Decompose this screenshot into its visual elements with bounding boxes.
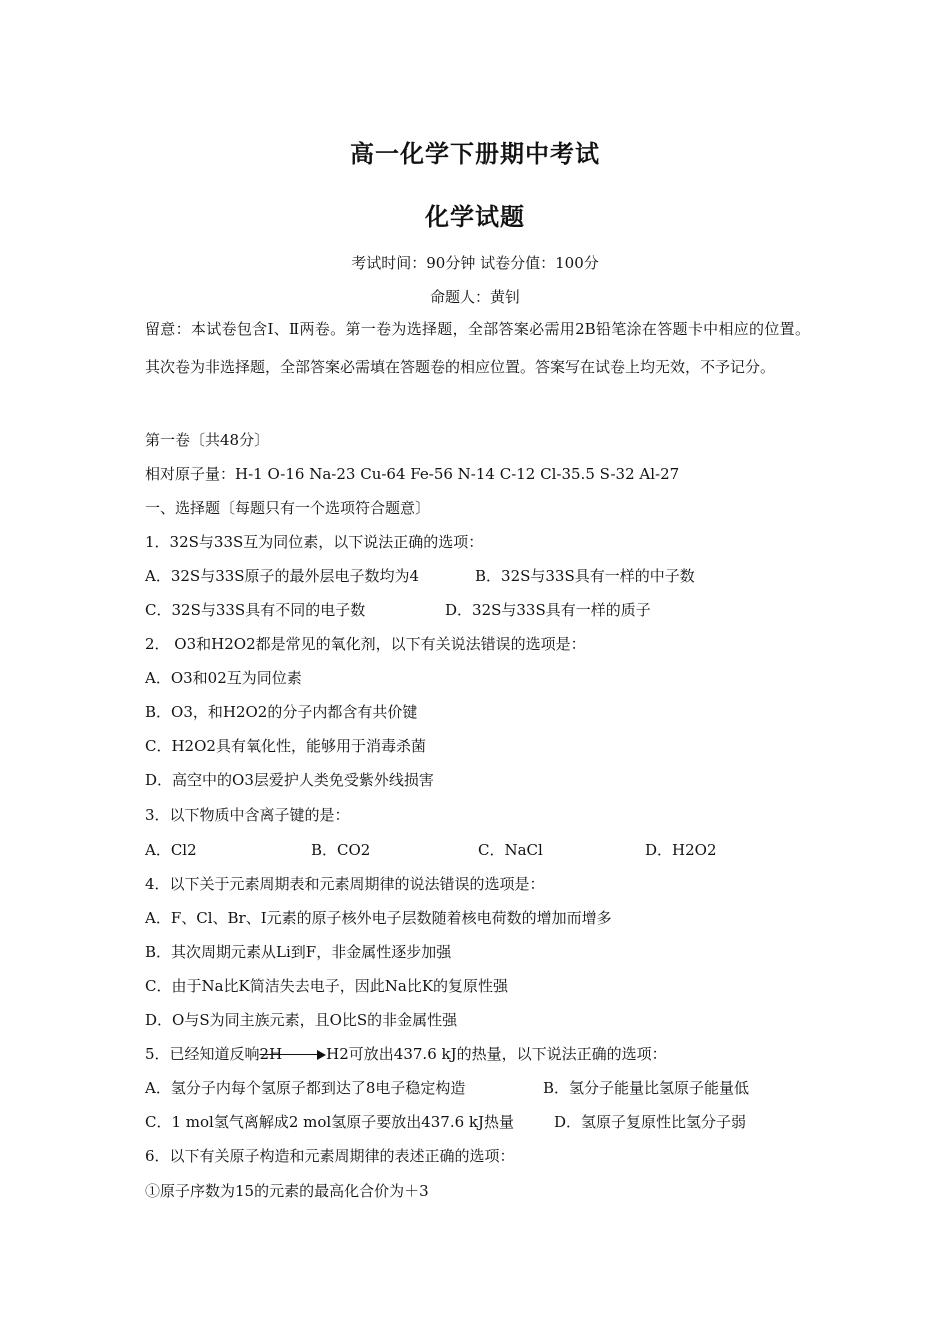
question-5-stem xyxy=(145,1043,667,1064)
question-6-stem: 6．以下有关原子构造和元素周期律的表述正确的选项： xyxy=(145,1147,515,1165)
question-3-options xyxy=(145,839,717,860)
option-b: B．其次周期元素从Li到F，非金属性逐步加强 xyxy=(145,943,452,961)
page-subtitle: 化学试题 xyxy=(425,203,525,231)
option-a: A．F、Cl、Br、I元素的原子核外电子层数随着核电荷数的增加而增多 xyxy=(145,909,612,927)
question-4-stem: 4．以下关于元素周期表和元素周期律的说法错误的选项是： xyxy=(145,875,545,893)
option-b: B．氢分子能量比氢原子能量低 xyxy=(543,1079,750,1097)
exam-info: 考试时间：90分钟 试卷分值：100分 xyxy=(351,254,599,272)
question-5-stem-suffix: H2可放出437.6 kJ的热量，以下说法正确的选项： xyxy=(326,1045,667,1063)
option-b: B．CO2 xyxy=(311,841,371,859)
question-1-options-row2 xyxy=(145,599,651,620)
option-a: A．O3和02互为同位素 xyxy=(145,669,302,687)
page-title: 高一化学下册期中考试 xyxy=(350,140,600,168)
exam-author: 命题人：黄钊 xyxy=(429,288,520,306)
question-1-stem: 1．32S与33S互为同位素，以下说法正确的选项： xyxy=(145,533,484,551)
option-d: D．H2O2 xyxy=(645,841,717,859)
option-d: D．氢原子复原性比氢分子弱 xyxy=(554,1113,747,1131)
question-1-options-row1 xyxy=(145,565,695,586)
option-c: C．由于Na比K简洁失去电子，因此Na比K的复原性强 xyxy=(145,977,509,995)
question-2-stem: 2． O3和H2O2都是常见的氧化剂，以下有关说法错误的选项是： xyxy=(145,635,586,653)
option-d: D．32S与33S具有一样的质子 xyxy=(445,601,651,619)
option-c: C．32S与33S具有不同的电子数 xyxy=(145,601,366,619)
option-b: B．O3，和H2O2的分子内都含有共价键 xyxy=(145,703,418,721)
question-5-options-row1 xyxy=(145,1077,749,1098)
option-a: A．Cl2 xyxy=(145,841,197,859)
exam-notice: 留意：本试卷包含Ⅰ、Ⅱ两卷。第一卷为选择题，全部答案必需用2B铅笔涂在答题卡中相应的位置。其次卷为非选择题，全部答案必需填在答题卷的相应位置。答案写在试卷上均无效，不予记分。 xyxy=(145,320,810,376)
question-5-stem-prefix: 5．已经知道反响 xyxy=(145,1045,260,1063)
option-c: C．H2O2具有氧化性，能够用于消毒杀菌 xyxy=(145,737,426,755)
reaction-reactant: 2H xyxy=(259,1045,283,1063)
question-6-item-1: ①原子序数为15的元素的最高化合价为＋3 xyxy=(145,1182,429,1200)
atomic-masses: 相对原子量：H-1 O-16 Na-23 Cu-64 Fe-56 N-14 C-12 Cl-35.5 S-32 Al-27 xyxy=(145,465,680,483)
question-5-options-row2 xyxy=(145,1111,746,1132)
option-a: A．32S与33S原子的最外层电子数均为4 xyxy=(145,567,420,585)
option-c: C．NaCl xyxy=(478,841,543,859)
option-a: A．氢分子内每个氢原子都到达了8电子稳定构造 xyxy=(145,1079,466,1097)
section-heading: 第一卷〔共48分〕 xyxy=(145,431,270,449)
part-heading: 一、选择题〔每题只有一个选项符合题意〕 xyxy=(145,499,431,517)
option-d: D．高空中的O3层爱护人类免受紫外线损害 xyxy=(145,771,434,789)
reaction-arrow-icon xyxy=(282,1050,326,1060)
option-b: B．32S与33S具有一样的中子数 xyxy=(475,567,695,585)
question-3-stem: 3．以下物质中含离子键的是： xyxy=(145,806,350,824)
option-d: D．O与S为同主族元素，且O比S的非金属性强 xyxy=(145,1011,458,1029)
option-c: C．1 mol氢气离解成2 mol氢原子要放出437.6 kJ热量 xyxy=(145,1113,515,1131)
